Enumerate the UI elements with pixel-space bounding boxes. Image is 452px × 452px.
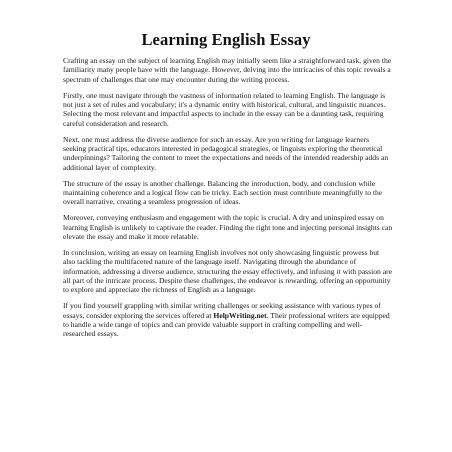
essay-paragraph: The structure of the essay is another challenge. Balancing the introduction, body, and conclusion while maintaining coherence and a logical flow can be tricky. Each section must contribute meaningfully to the overall narrative, creating a seamless progression of ideas. (63, 178, 383, 207)
essay-paragraph: Crafting an essay on the subject of learning English may initially seem like a straightforward task, given the familiarity many people have with the language. However, delving into the intricacies of this topic reveals a spectrum of challenges that one may encounter during the writing process. (63, 56, 392, 84)
final-paragraph-text-after: . Their professional writers are equipped to handle a wide range of topics and can provide valuable support in crafting compelling and well-researched essays. (63, 310, 390, 339)
final-paragraph-text-before: If you find yourself grappling with similar writing challenges or seeking assistance with various types of essays, consider exploring the services offered at (63, 301, 381, 320)
essay-title: Learning English Essay (141, 30, 311, 49)
helpwriting-link[interactable]: HelpWriting.net (213, 310, 267, 320)
essay-body (63, 56, 393, 345)
essay-final-paragraph (63, 301, 393, 338)
essay-paragraph: Next, one must address the diverse audience for such an essay. Are you writing for language learners seeking practical tips, educators interested in pedagogical strategies, or linguists exploring the theoretical underpinnings? Tailoring the content to meet the expectations and needs of the intended readership adds an additional layer of complexity. (63, 134, 389, 172)
essay-paragraph: Firstly, one must navigate through the vastness of information related to learning English. The language is not just a set of rules and vocabulary; it's a dynamic entity with historical, cultural, and linguistic nuances. Selecting the most relevant and impactful aspects to include in the essay can be a daunting task, requiring careful consideration and research. (63, 90, 386, 128)
essay-paragraph: Moreover, conveying enthusiasm and engagement with the topic is crucial. A dry and uninspired essay on learning English is unlikely to captivate the reader. Finding the right tone and injecting personal insights can elevate the essay and make it more relatable. (63, 213, 393, 241)
essay-paragraph: In conclusion, writing an essay on learning English involves not only showcasing linguistic prowess but also tackling the multifaceted nature of the language itself. Navigating through the abundance of information, addressing a diverse audience, structuring the essay effectively, and infusing it with passion are all part of the intricate process. Despite these challenges, the endeavor is rewarding, offering an opportunity to explore and appreciate the richness of English as a language. (63, 248, 392, 295)
